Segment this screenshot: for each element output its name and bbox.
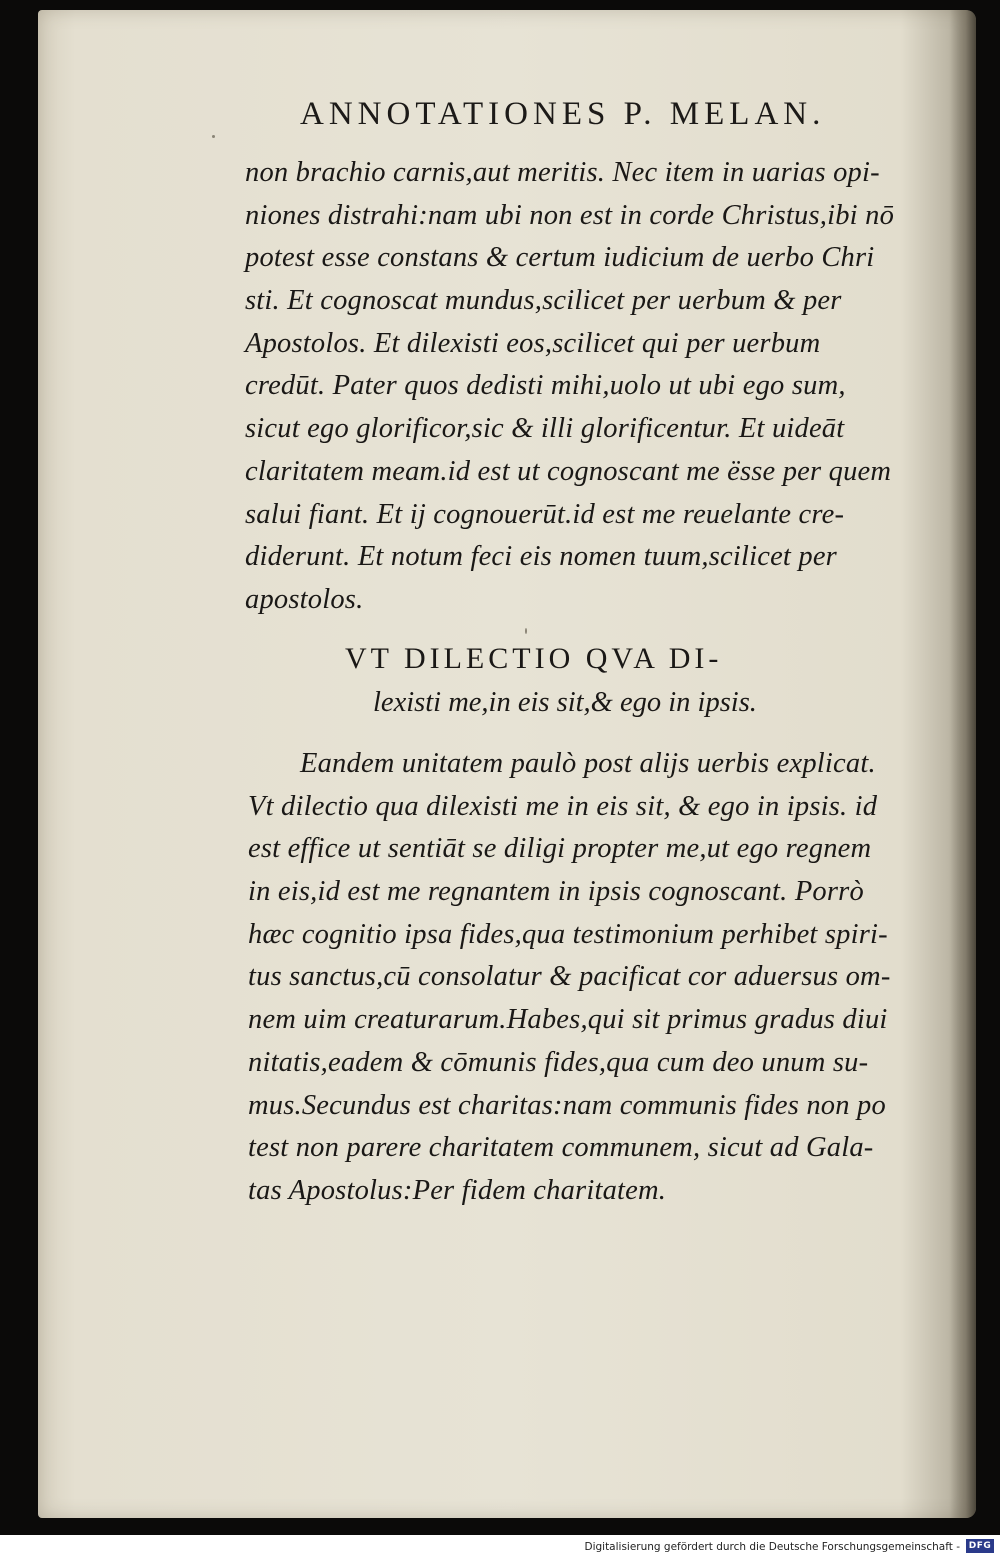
paragraph-line: tas Apostolus:Per fidem charitatem. — [248, 1174, 667, 1206]
text-block-upper — [245, 152, 945, 622]
paragraph-line: tus sanctus,cū consolatur & pacificat cor aduersus om- — [248, 961, 891, 993]
heading-italic-line: lexisti me,in eis sit,& ego in ipsis. — [373, 687, 757, 718]
text-line: Apostolos. Et dilexisti eos,scilicet qui per uerbum — [245, 327, 821, 359]
digitization-credit: Digitalisierung gefördert durch die Deutsche Forschungsgemeinschaft - — [584, 1541, 960, 1553]
paper-speck — [212, 135, 215, 138]
text-line: salui fiant. Et ij cognouerūt.id est me reuelante cre- — [245, 498, 845, 530]
paragraph-line: Vt dilectio qua dilexisti me in eis sit, & ego in ipsis. id — [248, 790, 878, 822]
paper-speck — [525, 628, 527, 634]
text-line: apostolos. — [245, 583, 364, 615]
text-line: claritatem meam.id est ut cognoscant me ësse per quem — [245, 455, 892, 487]
text-line: non brachio carnis,aut meritis. Nec item in uarias opi- — [245, 157, 880, 188]
dfg-logo: DFG — [966, 1539, 994, 1553]
paragraph-line: mus.Secundus est charitas:nam communis fides non po — [248, 1089, 886, 1121]
section-heading — [345, 637, 845, 725]
text-line: sti. Et cognoscat mundus,scilicet per uerbum & per — [245, 285, 842, 317]
paragraph-line: Eandem unitatem paulò post alijs uerbis explicat. — [300, 748, 876, 779]
paragraph-line: est effice ut sentiāt se diligi propter me,ut ego regnem — [248, 833, 872, 865]
paragraph-line: nitatis,eadem & cōmunis fides,qua cum deo unum su- — [248, 1046, 869, 1078]
text-line: diderunt. Et notum feci eis nomen tuum,scilicet per — [245, 541, 837, 573]
paragraph-line: in eis,id est me regnantem in ipsis cognoscant. Porrò — [248, 876, 864, 908]
paragraph-line: test non parere charitatem communem, sicut ad Gala- — [248, 1132, 874, 1164]
paragraph-line: nem uim creaturarum.Habes,qui sit primus gradus diui — [248, 1004, 888, 1036]
text-line: credūt. Pater quos dedisti mihi,uolo ut ubi ego sum, — [245, 370, 846, 402]
page-edge-shadow — [950, 10, 976, 1518]
text-line: niones distrahi:nam ubi non est in corde Christus,ibi nō — [245, 199, 895, 231]
paragraph-line: hæc cognitio ipsa fides,qua testimonium perhibet spiri- — [248, 918, 888, 950]
heading-caps-line: VT DILECTIO QVA DI- — [345, 642, 723, 675]
text-block-lower — [248, 743, 948, 1213]
text-line: potest esse constans & certum iudicium de uerbo Chri — [245, 242, 875, 274]
text-line: sicut ego glorificor,sic & illi glorificentur. Et uideāt — [245, 413, 845, 445]
running-head: ANNOTATIONES P. MELAN. — [300, 96, 826, 132]
